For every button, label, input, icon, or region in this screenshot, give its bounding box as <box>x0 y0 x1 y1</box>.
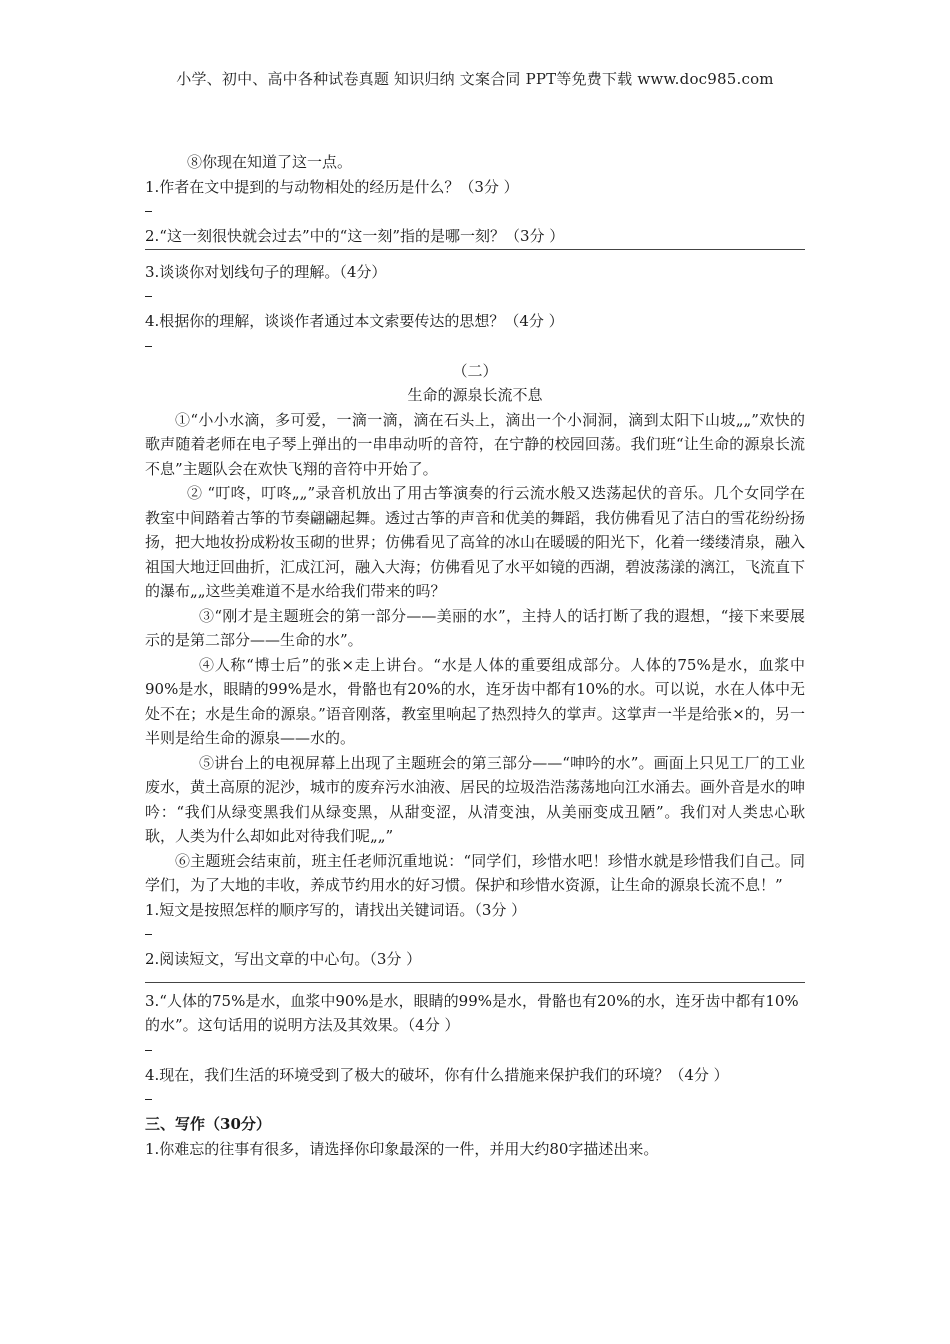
document-body <box>145 150 805 1161</box>
question-1-3: 3.谈谈你对划线句子的理解。（4分） <box>145 262 387 281</box>
answer-blank <box>145 922 805 947</box>
paragraph-3: ③“刚才是主题班会的第一部分——美丽的水”，主持人的话打断了我的遐想，“接下来要展示的是第二部分——生命的水”。 <box>145 606 805 649</box>
answer-blank <box>145 334 805 359</box>
answer-blank <box>145 1038 805 1063</box>
paragraph-1: ①“小小水滴，多可爱，一滴一滴，滴在石头上，滴出一个小洞洞，滴到太阳下山坡„„”欢快的歌声随着老师在电子琴上弹出的一串串动听的音符，在宁静的校园回荡。我们班“让生命的源泉长流不息”主题队会在欢快飞翔的音符中开始了。 <box>145 410 805 478</box>
question-1-1: 1.作者在文中提到的与动物相处的经历是什么？（3分 ） <box>145 177 519 196</box>
writing-question-1: 1.你难忘的往事有很多，请选择你印象最深的一件，并用大约80字描述出来。 <box>145 1139 659 1158</box>
paragraph-6: ⑥主题班会结束前，班主任老师沉重地说：“同学们，珍惜水吧！珍惜水就是珍惜我们自己。同学们，为了大地的丰收，养成节约用水的好习惯。保护和珍惜水资源，让生命的源泉长流不息！” <box>145 851 805 894</box>
page-header: 小学、初中、高中各种试卷真题 知识归纳 文案合同 PPT等免费下载 www.doc985.com <box>176 70 774 88</box>
question-2-3: 3.“人体的75%是水，血浆中90%是水，眼睛的99%是水，骨骼也有20%的水，连牙齿中都有10%的水”。这句话用的说明方法及其效果。（4分 ） <box>145 991 799 1034</box>
question-2-2: 2.阅读短文，写出文章的中心句。（3分 ） <box>145 950 422 968</box>
answer-blank <box>145 284 805 309</box>
paragraph-2: ② “叮咚，叮咚„„”录音机放出了用古筝演奏的行云流水般又迭荡起伏的音乐。几个女同学在教室中间踏着古筝的节奏翩翩起舞。透过古筝的声音和优美的舞蹈，我仿佛看见了洁白的雪花纷纷扬扬，把大地妆扮成粉妆玉砌的世界；仿佛看见了高耸的冰山在暖暖的阳光下，化着一缕缕清泉，融入祖国大地迂回曲折，汇成江河，融入大海；仿佛看见了水平如镜的西湖，碧波荡漾的漓江，飞流直下的瀑布„„这些美难道不是水给我们带来的吗？ <box>145 484 806 600</box>
question-2-4: 4.现在，我们生活的环境受到了极大的破坏，你有什么措施来保护我们的环境？（4分 ） <box>145 1065 729 1084</box>
answer-blank <box>145 199 805 224</box>
question-1-4: 4.根据你的理解，谈谈作者通过本文索要传达的思想？（4分 ） <box>145 312 564 330</box>
writing-section-heading: 三、写作（30分） <box>145 1115 271 1133</box>
question-2-1: 1.短文是按照怎样的顺序写的，请找出关键词语。（3分 ） <box>145 900 527 919</box>
paragraph-4: ④人称“博士后”的张×走上讲台。“水是人体的重要组成部分。人体的75%是水，血浆中90%是水，眼睛的99%是水，骨骼也有20%的水，连牙齿中都有10%的水。可以说，水在人体中无处不在；水是生命的源泉。”语音刚落，教室里响起了热烈持久的掌声。这掌声一半是给张×的，另一半则是给生命的源泉——水的。 <box>145 655 805 747</box>
paragraph-8: ⑧你现在知道了这一点。 <box>187 153 353 171</box>
paragraph-5: ⑤讲台上的电视屏幕上出现了主题班会的第三部分——“呻吟的水”。画面上只见工厂的工业废水，黄土高原的泥沙，城市的废弃污水油液、居民的垃圾浩浩荡荡地向江水涌去。画外音是水的呻吟：“我们从绿变黑我们从绿变黑，从甜变涩，从清变浊，从美丽变成丑陋”。我们对人类忠心耿耿，人类为什么却如此对待我们呢„„” <box>145 753 806 845</box>
answer-blank <box>145 1087 805 1112</box>
article-title: 生命的源泉长流不息 <box>407 386 543 404</box>
question-1-2: 2.“这一刻很快就会过去”中的“这一刻”指的是哪一刻？（3分 ） <box>145 227 565 245</box>
section-label: （二） <box>452 361 498 380</box>
